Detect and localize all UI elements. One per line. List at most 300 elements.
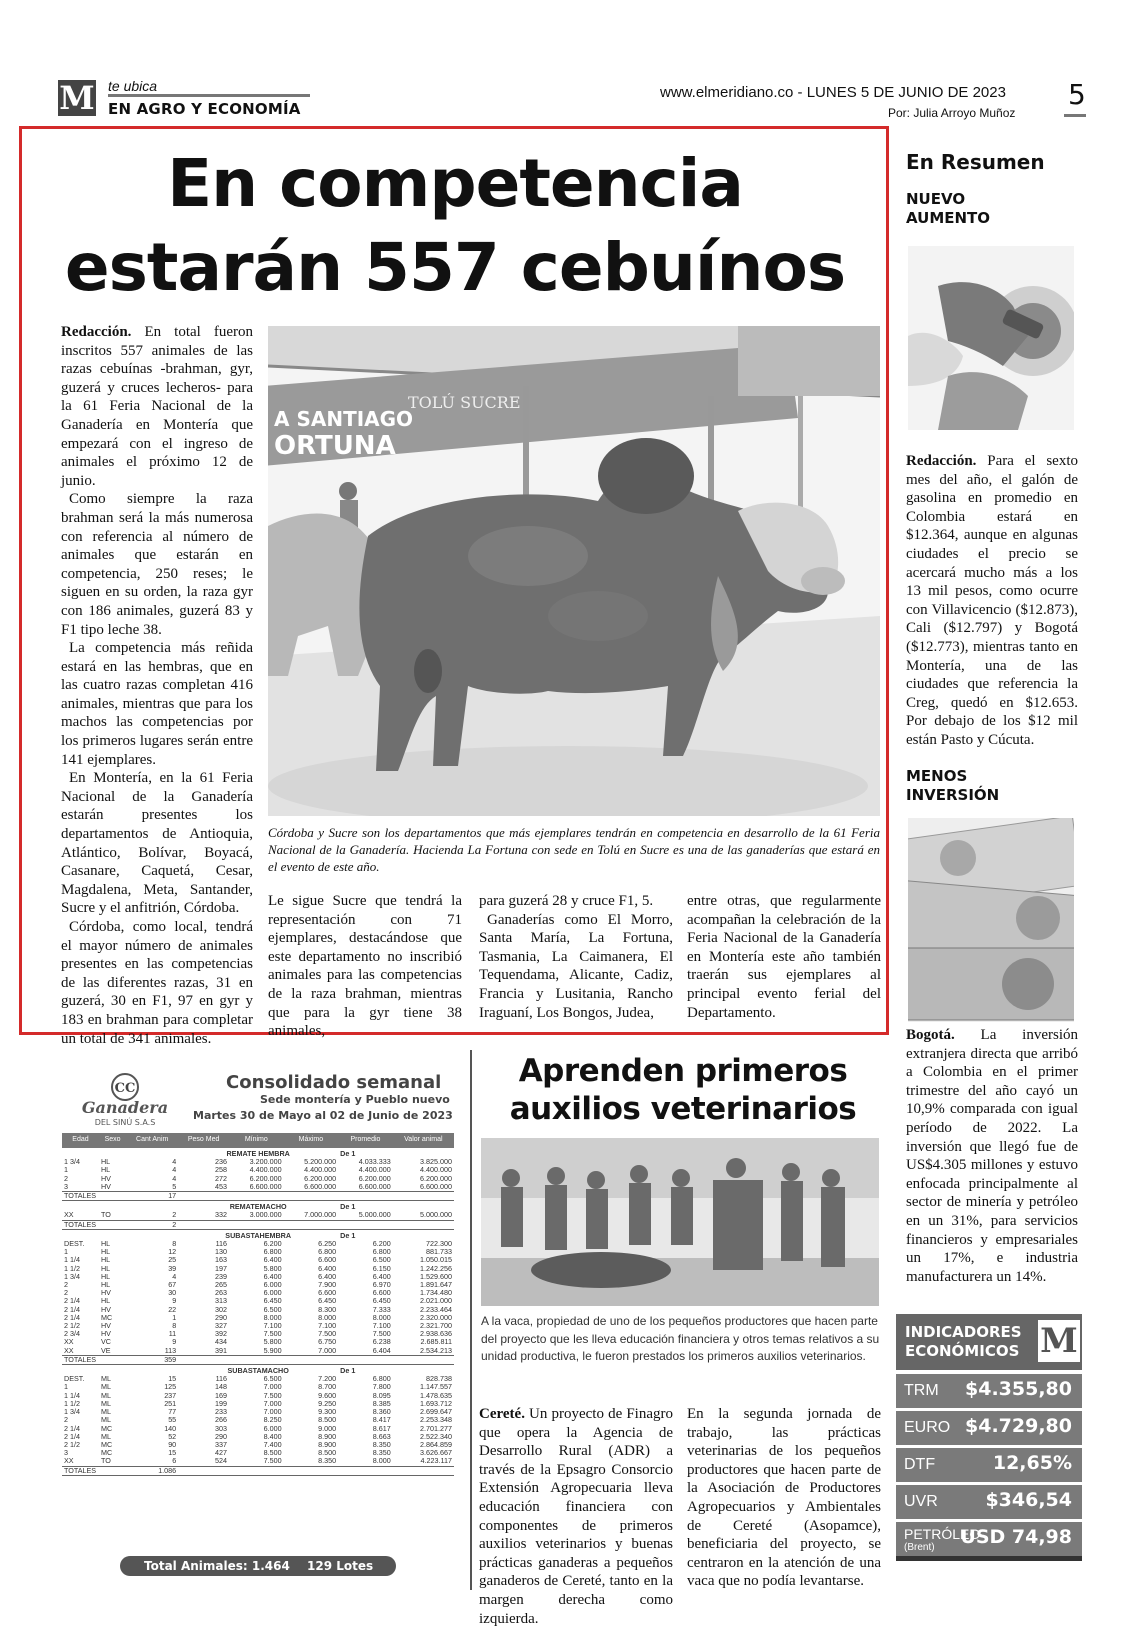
ganadera-logo-mark (70, 1073, 180, 1131)
table-cell: 67 (168, 1280, 177, 1290)
paragraph: para guzerá 28 y cruce F1, 5. (479, 893, 654, 909)
table-cell: 6.800 (263, 1247, 282, 1257)
table-cell: ML (100, 1382, 111, 1392)
table-row (62, 1383, 454, 1391)
table-cell: ML (100, 1431, 111, 1441)
table-cell: 148 (215, 1382, 228, 1392)
cell (178, 1466, 454, 1475)
indicator-row-petroleo (896, 1522, 1082, 1556)
table-cell: 9.300 (318, 1407, 337, 1417)
table-cell: 15 (168, 1448, 177, 1458)
totals-label: TOTALES (62, 1220, 126, 1229)
indicator-row-euro (896, 1411, 1082, 1445)
table-cell: 169 (215, 1390, 228, 1400)
page-number-rule (1064, 114, 1086, 117)
table-cell: 1 (172, 1312, 177, 1322)
table-cell: 7.400 (263, 1439, 282, 1449)
column-header: Mínimo (229, 1133, 284, 1148)
indicator-value: $4.355,80 (965, 1378, 1072, 1400)
dateline: Redacción. (906, 453, 977, 469)
table-row (62, 1273, 454, 1281)
table-cell: 15 (168, 1374, 177, 1384)
indicator-label: UVR (904, 1493, 938, 1510)
paragraph: Como siempre la raza brahman será la más numerosa con referencia al número de animales que estarán en competencia, 250 reses; le siguen en su orden, la raza gyr con 186 animales, guzerá 83 y F1 tipo leche 38. (61, 491, 253, 638)
indicators-title (905, 1323, 1022, 1361)
table-cell: 8.663 (372, 1431, 391, 1441)
table-row (62, 1322, 454, 1330)
table-cell: 251 (164, 1398, 177, 1408)
table-cell: 2 1/4 (64, 1296, 80, 1306)
section-name: EN AGRO Y ECONOMÍA (108, 100, 301, 118)
table-cell: 6.500 (372, 1255, 391, 1265)
table-cell: 1.891.647 (420, 1280, 452, 1290)
table-cell: 327 (215, 1321, 228, 1331)
table-cell: 828.738 (426, 1374, 452, 1384)
table-cell: HV (100, 1173, 111, 1183)
table-row (62, 1416, 454, 1424)
indicators-logo: M (1038, 1320, 1080, 1362)
table-cell: 1.734.480 (420, 1288, 452, 1298)
table-cell: VC (100, 1337, 111, 1347)
indicators-title-line: ECONÓMICOS (905, 1342, 1020, 1360)
table-row (62, 1314, 454, 1322)
table-cell: 4 (172, 1165, 177, 1175)
table-cell: 6.000 (263, 1423, 282, 1433)
consolidado-table-wrapper (62, 1133, 454, 1476)
table-cell: XX (64, 1210, 74, 1220)
table-row (62, 1457, 454, 1466)
page-number: 5 (1068, 78, 1086, 111)
table-cell: MC (100, 1312, 113, 1322)
consolidado-date-range: Martes 30 de Mayo al 02 de Junio de 2023 (193, 1109, 453, 1122)
table-cell: 2 1/4 (64, 1304, 80, 1314)
table-cell: 2.253.348 (420, 1415, 452, 1425)
table-cell: ML (100, 1398, 111, 1408)
table-cell: HL (100, 1255, 111, 1265)
table-cell: 233 (215, 1407, 228, 1417)
consolidado-title: Consolidado semanal (226, 1072, 442, 1093)
indicator-value: USD 74,98 (960, 1526, 1072, 1548)
section-page: De 1 (340, 1202, 356, 1212)
table-cell: 7.800 (372, 1382, 391, 1392)
table-cell: 8.350 (372, 1448, 391, 1458)
table-cell: 8.385 (372, 1398, 391, 1408)
table-cell: 6.750 (318, 1337, 337, 1347)
table-cell: HL (100, 1280, 111, 1290)
paragraph-text: Para el sexto mes del año, el galón de gasolina en promedio en Colombia estará en $12.364, aunque en algunas ciudades el precio se acercará mucho más a los 13 mil pesos, como ocurre con Villavicencio ($12.873), Cali ($12.797) y Bogotá ($12.773), mientras tanto en Montería, una de las ciudades que referencia la Creg, quedó en $12.653. Por debajo de los $12 mil están Pasto y Cúcuta. (906, 453, 1078, 748)
table-cell: 11 (168, 1329, 177, 1339)
indicator-label: DTF (904, 1456, 936, 1473)
table-cell: 197 (215, 1263, 228, 1273)
table-cell: 8.095 (372, 1390, 391, 1400)
table-cell: 8.700 (318, 1382, 337, 1392)
table-cell: 7.000 (263, 1407, 282, 1417)
table-cell: 125 (164, 1382, 177, 1392)
table-cell: 6.970 (372, 1280, 391, 1290)
byline: Por: Julia Arroyo Muñoz (888, 106, 1016, 120)
table-cell: 2.522.340 (420, 1431, 452, 1441)
table-cell: HL (100, 1263, 111, 1273)
logo-initials: CC (114, 1081, 136, 1096)
table-cell: 6.400 (372, 1271, 391, 1281)
table-row (62, 1183, 454, 1192)
table-cell: HL (100, 1247, 111, 1257)
table-cell: 6.600 (318, 1288, 337, 1298)
paragraph: En la segunda jornada de trabajo, las prácticas veterinarias de los pequeños productores que hacen parte de la Asociación de Productores Agropecuarios y Ambientales de Cereté (Asopamce), beneficiaria del proyecto, se centraron en la atención de una vaca que no podía levantarse. (687, 1406, 881, 1590)
table-cell: 8.000 (372, 1456, 391, 1466)
cell (178, 1220, 454, 1229)
table-cell: 6.200.000 (304, 1173, 337, 1183)
table-cell: 8.900 (318, 1439, 337, 1449)
table-cell: 8.250 (263, 1415, 282, 1425)
table-cell: 8.360 (372, 1407, 391, 1417)
paragraph: Ganaderías como El Morro, Santa María, La Fortuna, Tasmania, La Caimanera, El Tequendama, Alicante, Cadiz, Francia y Lusitania, Rancho Iraguaní, Los Bongos, Judea, (479, 911, 673, 1021)
veterinary-group-illustration (481, 1138, 879, 1306)
table-cell: 6.200.000 (420, 1173, 452, 1183)
table-cell: HV (100, 1329, 111, 1339)
table-cell: 4.223.117 (420, 1456, 452, 1466)
table-cell: 427 (215, 1448, 228, 1458)
totals-value: 17 (126, 1192, 178, 1201)
table-cell: 116 (215, 1374, 228, 1384)
totals-row (62, 1466, 454, 1475)
indicator-row-dtf (896, 1448, 1082, 1482)
section-page: De 1 (340, 1149, 356, 1158)
table-row (62, 1375, 454, 1383)
table-cell: 2 (64, 1288, 68, 1298)
table-cell: 236 (215, 1157, 228, 1167)
section-row (62, 1229, 454, 1240)
table-cell: 524 (215, 1456, 228, 1466)
column-header: Edad (62, 1133, 99, 1148)
table-cell: 6.600.000 (420, 1181, 452, 1191)
table-cell: 881.733 (426, 1247, 452, 1257)
table-cell: 7.500 (372, 1329, 391, 1339)
table-cell: 6.200.000 (358, 1173, 391, 1183)
table-cell: 7.500 (318, 1329, 337, 1339)
table-cell: 237 (164, 1390, 177, 1400)
section-page: De 1 (340, 1230, 356, 1240)
table-cell: 7.000 (318, 1345, 337, 1355)
table-cell: 4 (172, 1173, 177, 1183)
table-cell: XX (64, 1345, 74, 1355)
table-cell: 7.100 (318, 1321, 337, 1331)
column-divider (470, 1050, 472, 1590)
table-row (62, 1400, 454, 1408)
second-headline-line1: Aprenden primeros (518, 1053, 848, 1089)
indicator-label: EURO (904, 1419, 951, 1436)
section-name: SUBASTAHEMBRA (225, 1230, 292, 1240)
table-row (62, 1441, 454, 1449)
totals-row (62, 1220, 454, 1229)
table-cell: 3.000.000 (249, 1210, 282, 1220)
table-cell: 7.100 (372, 1321, 391, 1331)
main-article-column-3 (479, 892, 673, 1022)
table-cell: VE (100, 1345, 111, 1355)
dateline: Redacción. (61, 324, 132, 340)
table-cell: 9.600 (318, 1390, 337, 1400)
table-cell: 113 (164, 1345, 177, 1355)
table-cell: 4.400.000 (304, 1165, 337, 1175)
indicators-title-line: INDICADORES (905, 1323, 1022, 1341)
table-cell: 9.250 (318, 1398, 337, 1408)
table-cell: 7.500 (263, 1329, 282, 1339)
table-cell: 3.825.000 (420, 1157, 452, 1167)
table-cell: 1.242.256 (420, 1263, 452, 1273)
table-cell: 4.400.000 (249, 1165, 282, 1175)
indicator-value: $4.729,80 (965, 1415, 1072, 1437)
table-cell: 4.033.333 (358, 1157, 391, 1167)
table-cell: 7.100 (263, 1321, 282, 1331)
section-name: SUBASTAMACHO (227, 1366, 289, 1376)
table-cell: 1.147.557 (420, 1382, 452, 1392)
table-row (62, 1338, 454, 1346)
table-cell: 22 (168, 1304, 177, 1314)
table-cell: 4.400.000 (358, 1165, 391, 1175)
table-cell: 1.050.015 (420, 1255, 452, 1265)
table-cell: 2.701.277 (420, 1423, 452, 1433)
table-cell: 6.200.000 (249, 1173, 282, 1183)
total-lots: 129 Lotes (307, 1559, 374, 1573)
table-cell: ML (100, 1415, 111, 1425)
totals-label: TOTALES (62, 1355, 126, 1364)
table-cell: 2.864.859 (420, 1439, 452, 1449)
table-row (62, 1306, 454, 1314)
table-cell: 1 3/4 (64, 1271, 80, 1281)
table-cell: 116 (215, 1239, 228, 1249)
table-cell: 263 (215, 1288, 228, 1298)
indicator-row-trm (896, 1374, 1082, 1408)
table-cell: 5.900 (263, 1345, 282, 1355)
table-cell: 3.626.667 (420, 1448, 452, 1458)
table-cell: 2 1/4 (64, 1423, 80, 1433)
indicators-footer-bar (896, 1556, 1082, 1561)
table-cell: TO (100, 1210, 111, 1220)
table-cell: 3 (64, 1448, 68, 1458)
table-cell: 7.333 (372, 1304, 391, 1314)
table-cell: 8.500 (318, 1415, 337, 1425)
table-cell: 5.000.000 (358, 1210, 391, 1220)
banner-text: TOLÚ SUCRE (408, 393, 521, 412)
table-cell: 9.000 (318, 1423, 337, 1433)
table-cell: 6.800 (372, 1247, 391, 1257)
table-cell: 8.617 (372, 1423, 391, 1433)
column-header: Valor animal (393, 1133, 454, 1148)
table-row (62, 1330, 454, 1338)
table-cell: 5.800 (263, 1263, 282, 1273)
table-cell: 6.600.000 (304, 1181, 337, 1191)
table-cell: 6.150 (372, 1263, 391, 1273)
table-cell: 39 (168, 1263, 177, 1273)
table-cell: 391 (215, 1345, 228, 1355)
fuel-nozzle-photo (908, 246, 1074, 430)
paragraph: En Montería, en la 61 Feria Nacional de la Ganadería estarán presentes los departamentos de Antioquia, Atlántico, Bolívar, Boyacá, Casanare, Caquetá, Cesar, Magdalena, Meta, Santander, Sucre y el anfitrión, Córdoba. (61, 770, 253, 917)
cell (178, 1192, 454, 1201)
second-photo-caption: A la vaca, propiedad de uno de los pequeños productores que hacen parte del proyecto que les lleva educación financiera y otros temas relativos a su unidad productiva, le fueron prestados los primeros auxilios veterinarios. (481, 1314, 880, 1363)
table-cell: HV (100, 1288, 111, 1298)
section-name: REMATE HEMBRA (226, 1149, 290, 1158)
totals-label: TOTALES (62, 1466, 126, 1475)
table-cell: 2 3/4 (64, 1329, 80, 1339)
table-cell: DEST. (64, 1374, 85, 1384)
table-cell: 2.699.647 (420, 1407, 452, 1417)
table-cell: 8.000 (318, 1312, 337, 1322)
table-cell: 3 (64, 1181, 68, 1191)
table-cell: 290 (215, 1431, 228, 1441)
table-cell: 6.000 (263, 1288, 282, 1298)
table-cell: 6.200 (263, 1239, 282, 1249)
table-cell: 2.021.000 (420, 1296, 452, 1306)
table-cell: 199 (215, 1398, 228, 1408)
table-cell: ML (100, 1390, 111, 1400)
table-cell: 434 (215, 1337, 228, 1347)
table-cell: 302 (215, 1304, 228, 1314)
table-cell: 8 (172, 1321, 177, 1331)
table-cell: 337 (215, 1439, 228, 1449)
table-row (62, 1297, 454, 1305)
table-cell: 6.000 (263, 1280, 282, 1290)
table-cell: 6.400 (263, 1255, 282, 1265)
totals-value: 359 (126, 1355, 178, 1364)
table-cell: 1 1/2 (64, 1398, 80, 1408)
table-cell: 8.500 (263, 1448, 282, 1458)
table-cell: 5.200.000 (304, 1157, 337, 1167)
table-cell: MC (100, 1423, 113, 1433)
main-headline (40, 142, 870, 310)
table-cell: 6.600 (372, 1288, 391, 1298)
table-cell: 6.800 (372, 1374, 391, 1384)
section-row (62, 1365, 454, 1376)
table-cell: 7.500 (263, 1456, 282, 1466)
table-cell: 303 (215, 1423, 228, 1433)
table-cell: 5.000.000 (420, 1210, 452, 1220)
table-cell: 5 (172, 1181, 177, 1191)
table-cell: 8.400 (263, 1431, 282, 1441)
consolidado-subtitle: Sede montería y Pueblo nuevo (260, 1093, 450, 1106)
section-name: REMATEMACHO (229, 1202, 287, 1212)
table-cell: 266 (215, 1415, 228, 1425)
table-cell: 1 1/4 (64, 1390, 80, 1400)
table-cell: 2.938.636 (420, 1329, 452, 1339)
table-cell: 2.320.000 (420, 1312, 452, 1322)
table-cell: HV (100, 1181, 111, 1191)
table-cell: 7.500 (263, 1390, 282, 1400)
second-article-column-2 (687, 1405, 881, 1591)
table-cell: MC (100, 1448, 113, 1458)
table-cell: 8 (172, 1239, 177, 1249)
table-cell: 1 1/2 (64, 1263, 80, 1273)
table-cell: 2 1/4 (64, 1431, 80, 1441)
table-cell: 8.417 (372, 1415, 391, 1425)
bull-photo (268, 326, 880, 816)
table-row (62, 1347, 454, 1356)
table-cell: 332 (215, 1210, 228, 1220)
sidebar-kicker-1 (906, 190, 990, 228)
table-cell: 2.534.213 (420, 1345, 452, 1355)
table-cell: 258 (215, 1165, 228, 1175)
table-cell: 4 (172, 1157, 177, 1167)
table-cell: 8.350 (318, 1456, 337, 1466)
indicator-sublabel: (Brent) (904, 1542, 935, 1553)
table-cell: 453 (215, 1181, 228, 1191)
table-cell: 7.000 (263, 1398, 282, 1408)
total-animals: Total Animales: 1.464 (144, 1559, 290, 1573)
table-cell: 6.450 (263, 1296, 282, 1306)
table-row (62, 1425, 454, 1433)
kicker-line: INVERSIÓN (906, 786, 1000, 804)
column-header: Sexo (99, 1133, 126, 1148)
column-header: Peso Med (178, 1133, 229, 1148)
main-photo-caption: Córdoba y Sucre son los departamentos que más ejemplares tendrán en competencia en desarrollo de la 61 Feria Nacional de la Ganadería. Hacienda La Fortuna con sede en Tolú en Sucre es una de las ganaderías que estará en el evento de este año. (268, 825, 880, 874)
kicker-line: MENOS (906, 767, 968, 785)
header-divider (108, 94, 310, 97)
section-tagline: te ubica (108, 78, 158, 94)
table-cell: 239 (215, 1271, 228, 1281)
table-cell: 1 3/4 (64, 1157, 80, 1167)
table-cell: 1 (64, 1247, 68, 1257)
paragraph: La competencia más reñida estará en las hembras, que en las cuatro razas completan 416 animales, mientras que para los machos las competencias por los primeros lugares serán entre 141 ejemplares. (61, 640, 253, 768)
sidebar-kicker-2 (906, 767, 999, 805)
table-cell: 55 (168, 1415, 177, 1425)
table-cell: 2 (172, 1210, 177, 1220)
table-cell: 265 (215, 1280, 228, 1290)
main-headline-line1: En competencia (167, 145, 743, 222)
paragraph (479, 1405, 673, 1627)
table-cell: HV (100, 1321, 111, 1331)
table-cell: 25 (168, 1255, 177, 1265)
main-article-column-4 (687, 892, 881, 1022)
dollar-bills-photo (908, 818, 1074, 1022)
table-cell: 1.529.600 (420, 1271, 452, 1281)
table-cell: 30 (168, 1288, 177, 1298)
table-cell: 8.900 (318, 1431, 337, 1441)
indicator-label: PETRÓLEO (904, 1526, 981, 1542)
main-article-column-1 (61, 323, 253, 1048)
second-headline-line2: auxilios veterinarios (509, 1091, 857, 1127)
table-cell: 2.233.464 (420, 1304, 452, 1314)
indicator-value: $346,54 (985, 1489, 1072, 1511)
table-cell: 7.000 (263, 1382, 282, 1392)
table-cell: 6.450 (318, 1296, 337, 1306)
paragraph-text: Un proyecto de Finagro que opera la Agencia de Desarrollo Rural (ADR) a través de la Epsagro Consorcio Extensión Agropecuaria lleva educación financiera con componentes de primeros auxilios veterinarios y buenas prácticas ganaderas a pequeños ganaderos de Cereté, tanto en la margen derecha como izquierda. (479, 1406, 673, 1627)
kicker-line: AUMENTO (906, 209, 991, 227)
table-cell: 5.800 (263, 1337, 282, 1347)
table-row (62, 1408, 454, 1416)
table-cell: 2 (64, 1173, 68, 1183)
cell (178, 1355, 454, 1364)
table-cell: 6.250 (318, 1239, 337, 1249)
table-cell: 6.200 (372, 1239, 391, 1249)
newspaper-logo: M (59, 79, 95, 117)
table-row (62, 1211, 454, 1220)
table-cell: 1.693.712 (420, 1398, 452, 1408)
table-cell: 7.900 (318, 1280, 337, 1290)
banner-text: A SANTIAGO (274, 407, 414, 431)
second-headline (486, 1052, 880, 1128)
table-cell: 8.500 (318, 1448, 337, 1458)
table-row (62, 1248, 454, 1256)
table-row (62, 1256, 454, 1264)
table-cell: 722.300 (426, 1239, 452, 1249)
totals-row (62, 1192, 454, 1201)
table-cell: 7.000.000 (304, 1210, 337, 1220)
table-cell: 1 1/4 (64, 1255, 80, 1265)
paragraph: entre otras, que regularmente acompañan la celebración de la Feria Nacional de la Ganadería en Montería este año también traerán sus ejemplares al principal evento ferial del Departamento. (687, 893, 881, 1021)
table-cell: HL (100, 1296, 111, 1306)
table-cell: 2 1/2 (64, 1321, 80, 1331)
paragraph: Le sigue Sucre que tendrá la representación con 71 ejemplares, destacándose que este departamento no inscribió animales para las competencias de la raza brahman, mientras que para la gyr tiene 38 animales, (268, 893, 462, 1040)
dollar-bills-illustration (908, 818, 1074, 1022)
